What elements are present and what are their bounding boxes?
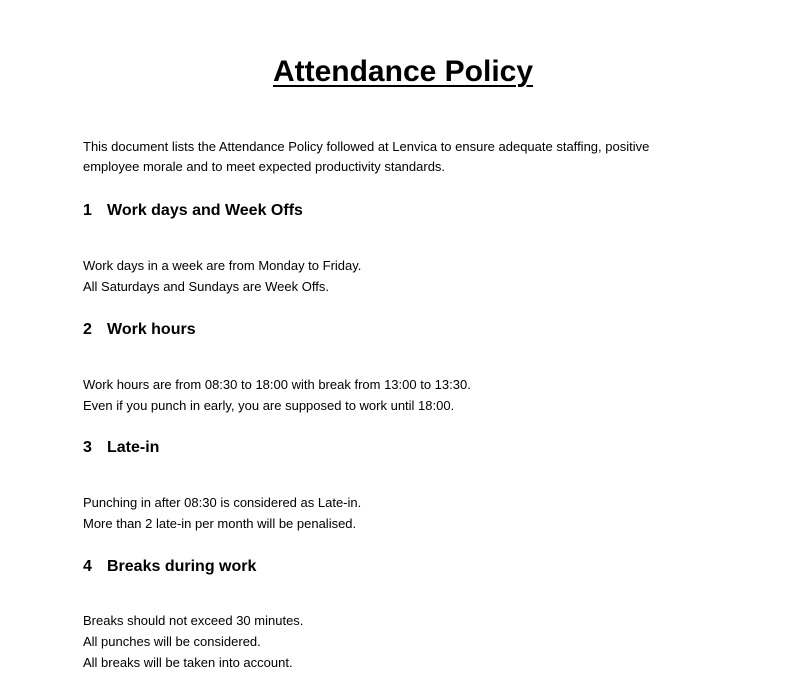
section-heading-late-in [83, 437, 159, 459]
section-number: 4 [83, 558, 92, 575]
intro-line: This document lists the Attendance Policy followed at Lenvica to ensure adequate staffing, positive [83, 139, 650, 154]
section-body-breaks [83, 610, 723, 673]
intro-paragraph [83, 137, 723, 177]
section-line: Breaks should not exceed 30 minutes. [83, 613, 304, 628]
section-line: Even if you punch in early, you are supposed to work until 18:00. [83, 398, 455, 413]
section-line: Work hours are from 08:30 to 18:00 with break from 13:00 to 13:30. [83, 377, 471, 392]
section-number: 2 [83, 321, 92, 338]
intro-line: employee morale and to meet expected productivity standards. [83, 159, 446, 174]
section-title: Work days and Week Offs [107, 202, 303, 219]
section-line: Work days in a week are from Monday to Friday. [83, 258, 362, 273]
section-body-work-hours [83, 374, 723, 416]
section-title: Breaks during work [107, 558, 257, 575]
section-number: 1 [83, 202, 92, 219]
section-line: All Saturdays and Sundays are Week Offs. [83, 279, 329, 294]
section-body-work-days [83, 255, 723, 297]
section-heading-work-hours [83, 319, 196, 341]
section-line: All punches will be considered. [83, 634, 261, 649]
section-line: Punching in after 08:30 is considered as Late-in. [83, 495, 362, 510]
section-line: All breaks will be taken into account. [83, 655, 293, 670]
section-title: Late-in [107, 439, 160, 456]
section-number: 3 [83, 439, 92, 456]
section-title: Work hours [107, 321, 196, 338]
document-title-text: Attendance Policy [272, 55, 534, 88]
section-body-late-in [83, 492, 723, 534]
section-heading-breaks [83, 556, 256, 578]
section-heading-work-days [83, 200, 303, 222]
document-title [0, 52, 806, 92]
section-line: More than 2 late-in per month will be penalised. [83, 516, 357, 531]
